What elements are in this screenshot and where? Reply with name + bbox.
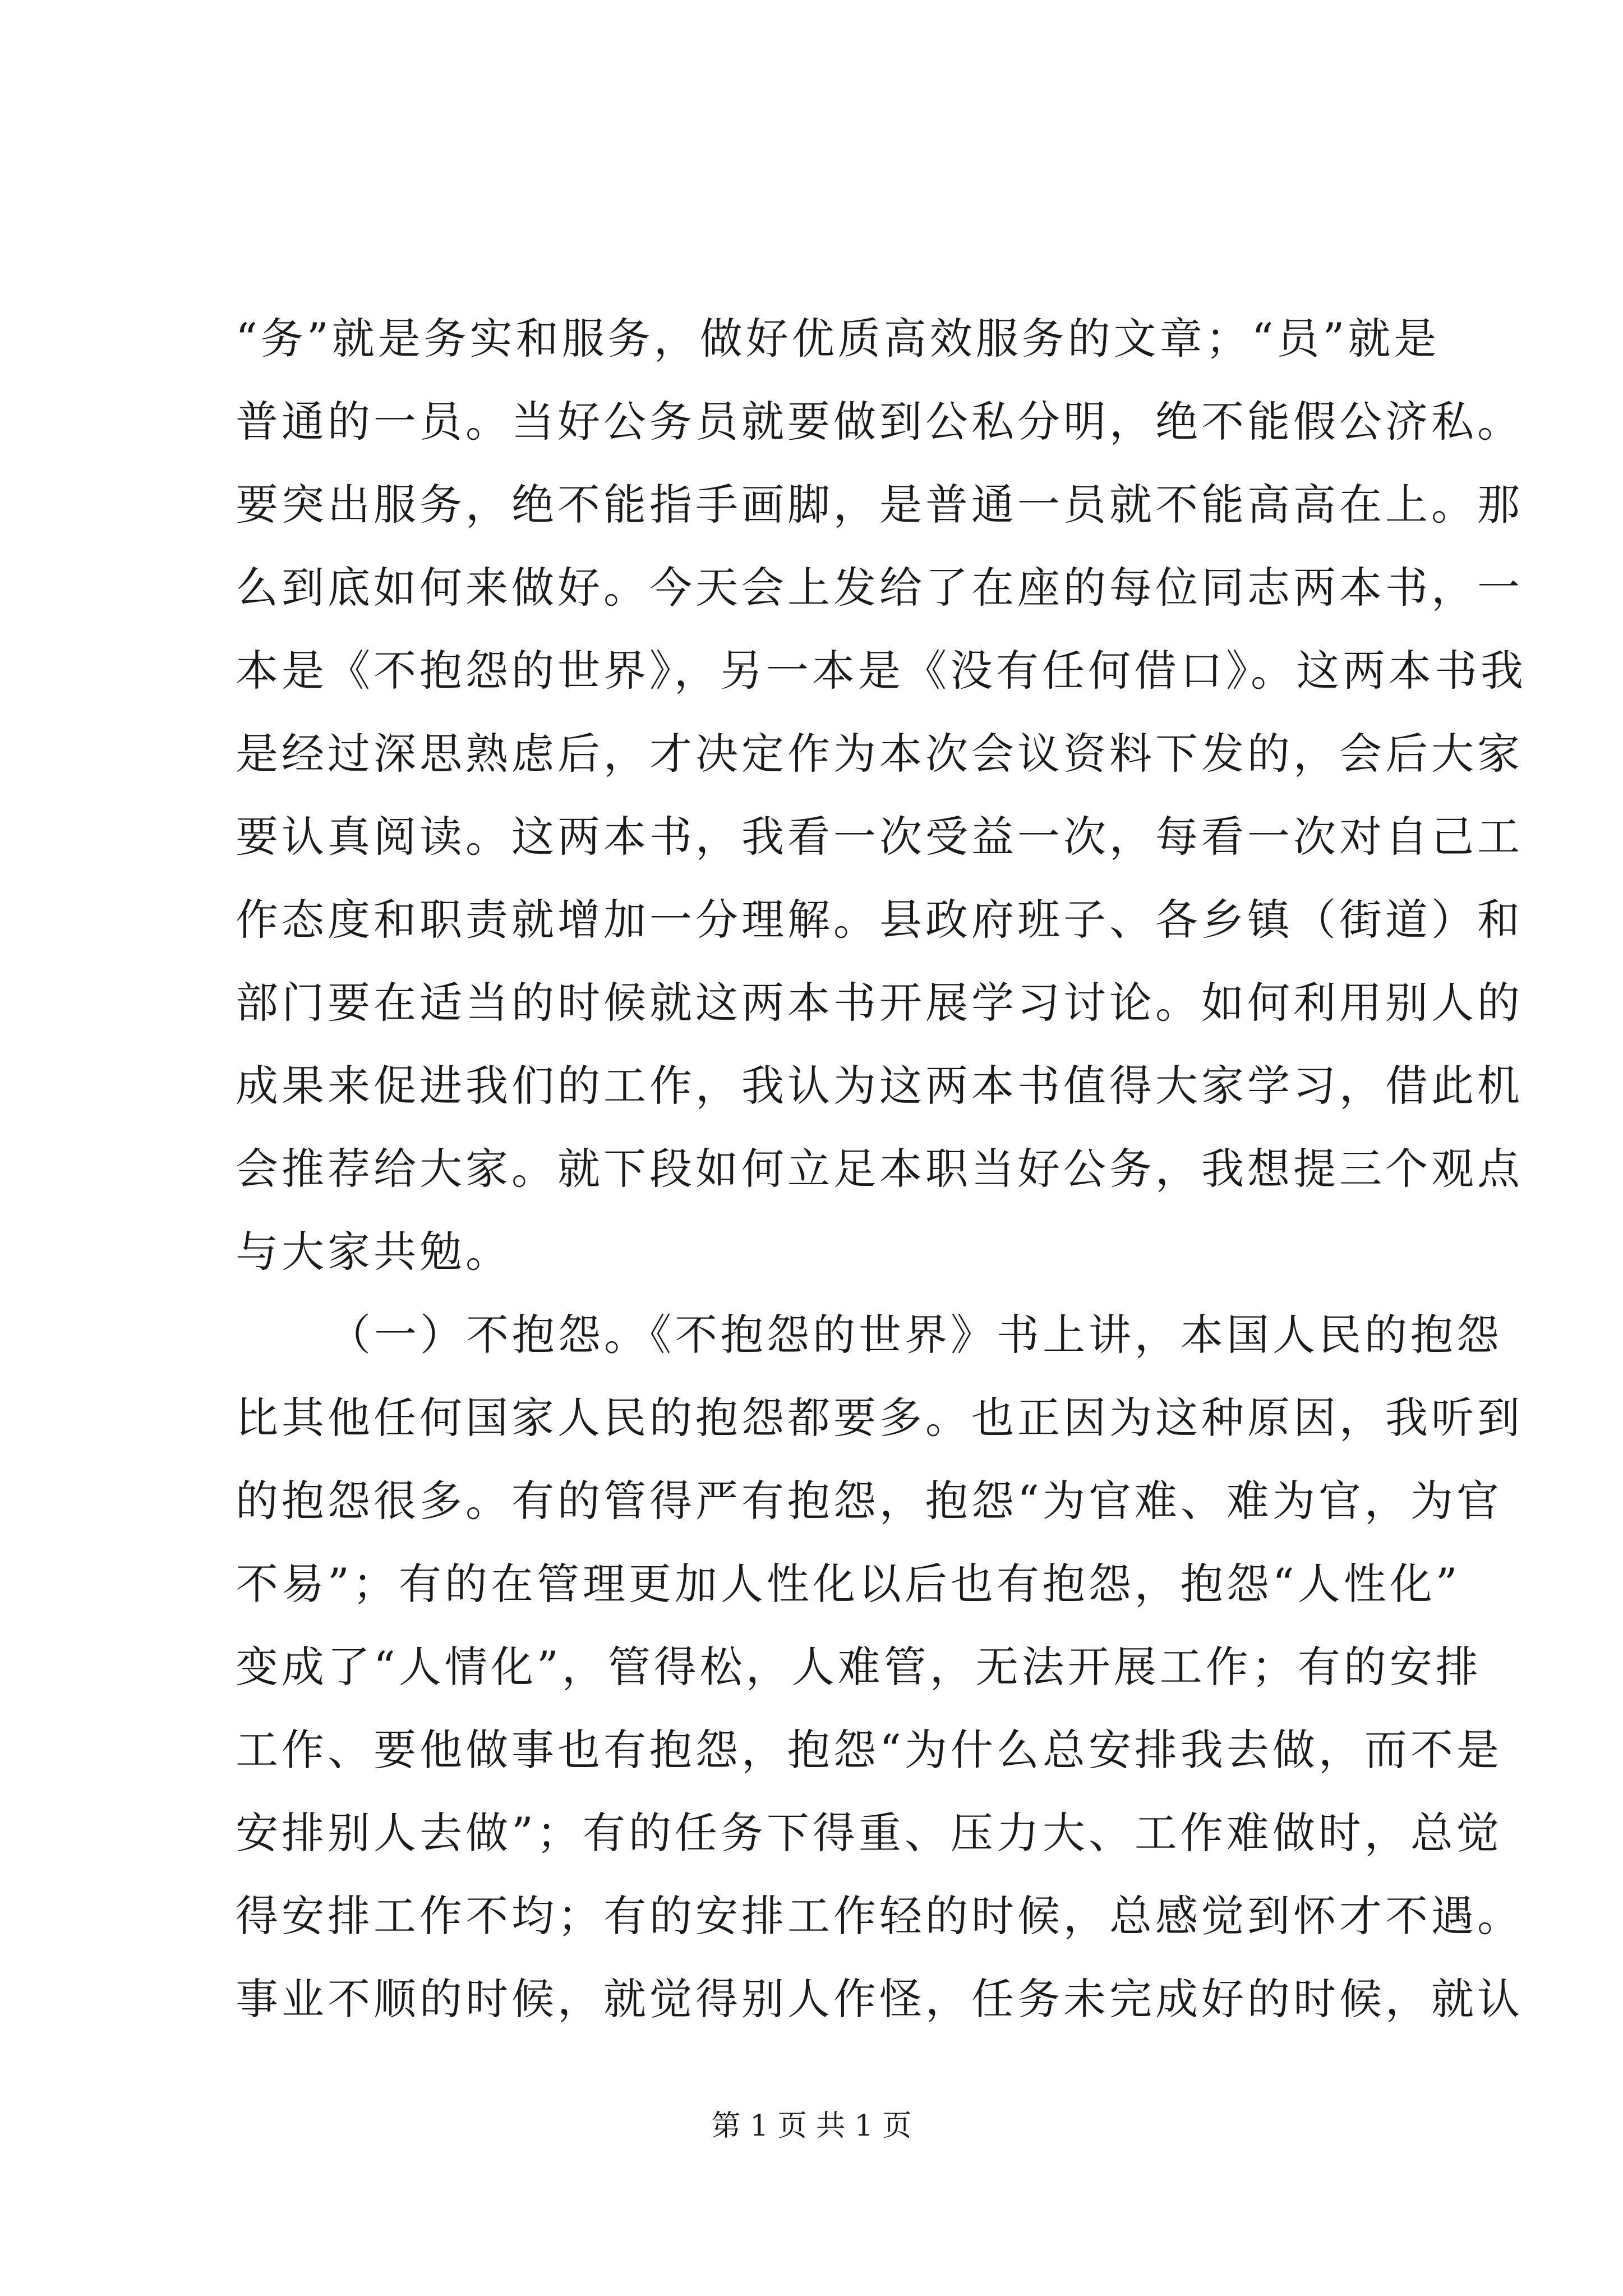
document-body (236, 297, 1527, 2041)
text-line: 工作、要他做事也有抱怨，抱怨“为什么总安排我去做，而不是 (236, 1725, 1502, 1775)
text-line: 变成了“人情化”，管得松，人难管，无法开展工作；有的安排 (236, 1642, 1482, 1692)
text-line: 作态度和职责就增加一分理解。县政府班子、各乡镇（街道）和 (236, 895, 1523, 945)
page-footer (0, 2106, 1623, 2146)
text-line: 与大家共勉。 (236, 1227, 511, 1277)
text-line: （一）不抱怨。《不抱怨的世界》书上讲，本国人民的抱怨 (328, 1310, 1502, 1360)
text-line: 不易”；有的在管理更加人性化以后也有抱怨，抱怨“人性化” (236, 1559, 1461, 1609)
text-line: 得安排工作不均；有的安排工作轻的时候，总感觉到怀才不遇。 (236, 1891, 1523, 1941)
text-line: 安排别人去做”；有的任务下得重、压力大、工作难做时，总觉 (236, 1808, 1502, 1858)
text-line: 本是《不抱怨的世界》，另一本是《没有任何借口》。这两本书我 (236, 646, 1527, 696)
text-line: 是经过深思熟虑后，才决定作为本次会议资料下发的，会后大家 (236, 729, 1523, 779)
text-line: 比其他任何国家人民的抱怨都要多。也正因为这种原因，我听到 (236, 1393, 1523, 1443)
text-line: 成果来促进我们的工作，我认为这两本书值得大家学习，借此机 (236, 1061, 1523, 1111)
text-line: “务”就是务实和服务，做好优质高效服务的文章；“员”就是 (236, 314, 1440, 364)
text-line: 么到底如何来做好。今天会上发给了在座的每位同志两本书，一 (236, 563, 1523, 613)
text-line: 的抱怨很多。有的管得严有抱怨，抱怨“为官难、难为官，为官 (236, 1476, 1502, 1526)
text-line: 普通的一员。当好公务员就要做到公私分明，绝不能假公济私。 (236, 397, 1523, 447)
page-number: 第 1 页 共 1 页 (711, 2109, 912, 2143)
paragraph-2 (236, 1294, 1523, 2041)
paragraph-1 (236, 297, 1527, 1294)
text-line: 部门要在适当的时候就这两本书开展学习讨论。如何利用别人的 (236, 978, 1523, 1028)
text-line: 会推荐给大家。就下段如何立足本职当好公务，我想提三个观点 (236, 1144, 1523, 1194)
text-line: 要突出服务，绝不能指手画脚，是普通一员就不能高高在上。那 (236, 480, 1523, 530)
text-line: 事业不顺的时候，就觉得别人作怪，任务未完成好的时候，就认 (236, 1974, 1523, 2024)
text-line: 要认真阅读。这两本书，我看一次受益一次，每看一次对自己工 (236, 812, 1523, 862)
